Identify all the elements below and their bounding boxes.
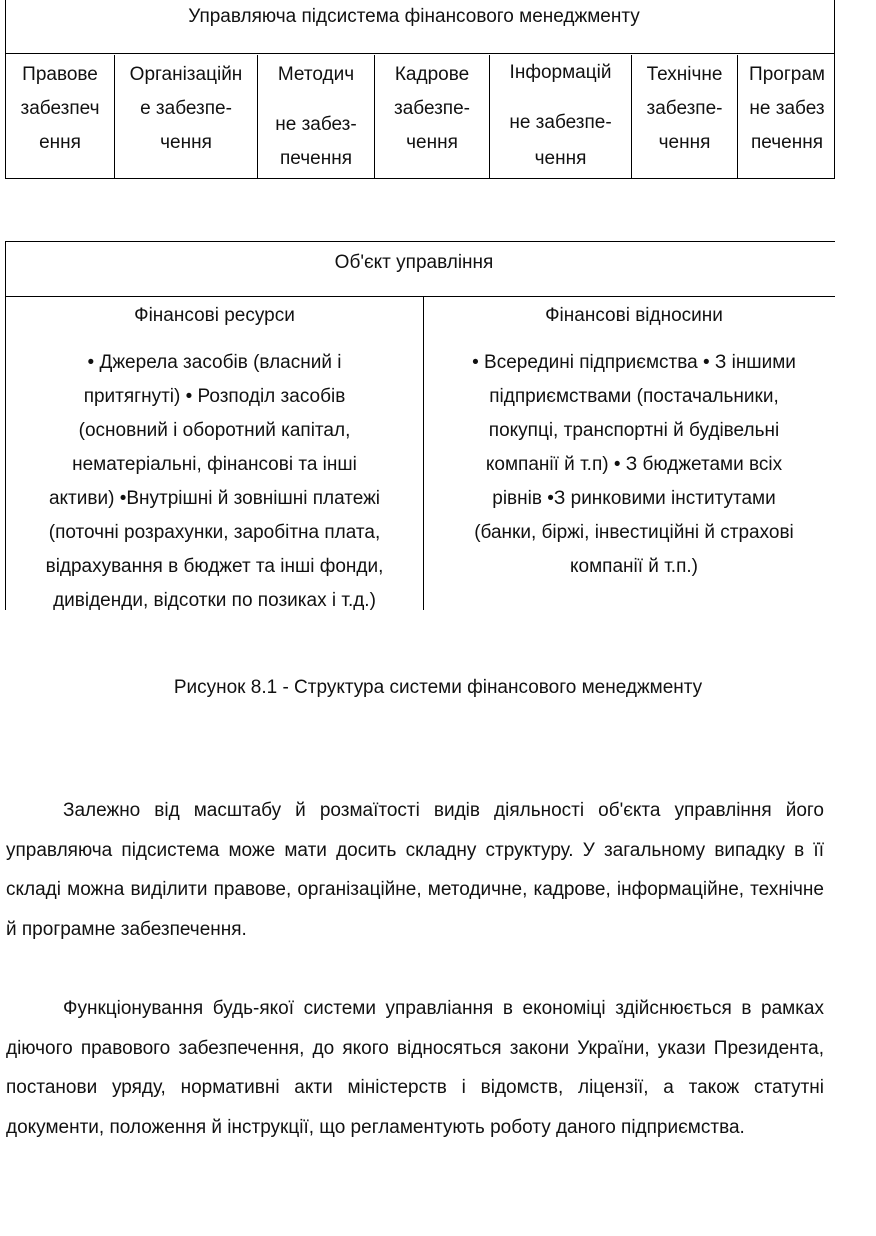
financial-resources-title: Фінансові ресурси <box>134 305 295 326</box>
column-software-line-1: Програм <box>749 64 825 85</box>
financial-relations-line: підприємствами (постачальники, <box>489 386 779 407</box>
financial-relations-line: (банки, біржі, інвестиційні й страхові <box>474 522 794 543</box>
column-organizational-line-3: чення <box>160 132 212 153</box>
column-information-line-2: не забезпе- <box>509 112 612 133</box>
subsystem-divider <box>6 53 834 54</box>
column-legal-line-1: Правове <box>22 64 98 85</box>
column-technical-line-3: чення <box>658 132 711 153</box>
financial-relations-line: • Всередині підприємства • З іншими <box>472 352 796 373</box>
column-methodical-line-2: не забез- <box>275 114 357 135</box>
financial-resources-line: нематеріальні, фінансові та інші <box>72 454 357 475</box>
financial-relations-line: компанії й т.п) • З бюджетами всіх <box>485 454 783 475</box>
column-organizational-line-1: Організаційн <box>129 64 243 85</box>
financial-resources-line: активи) •Внутрішні й зовнішні платежі <box>48 488 381 509</box>
column-legal-line-2: забезпеч <box>20 98 100 119</box>
body-paragraph: Функціонування будь-якої системи управліання в економіці здійснюється в рамках діючого правового забезпечення, до якого відносяться закони України, укази Президента, постанови уряду, нормативні акти міністерств і відомств, ліцензії, а також статутні документи, положення й інструкції, що регламентують роботу даного підприємства. <box>6 998 824 1138</box>
financial-resources-line: (основний і оборотний капітал, <box>78 420 351 441</box>
column-personnel-line-1: Кадрове <box>394 64 470 85</box>
column-methodical-line-3: печення <box>280 148 352 169</box>
object-divider <box>6 296 835 297</box>
column-legal-line-3: ення <box>39 132 81 153</box>
column-methodical-line-1: Методич <box>277 64 355 85</box>
object-title: Об'єкт управління <box>334 252 494 273</box>
column-personnel-line-3: чення <box>406 132 458 153</box>
financial-relations-line: рівнів •З ринковими інститутами <box>492 488 776 509</box>
financial-resources-line: (поточні розрахунки, заробітна плата, <box>48 522 381 543</box>
column-legal-support <box>6 55 115 178</box>
column-technical-line-1: Технічне <box>646 64 723 85</box>
financial-resources-line: дивіденди, відсотки по позиках і т.д.) <box>53 590 376 611</box>
column-information-line-3: чення <box>534 148 587 169</box>
column-organizational-line-2: е забезпе- <box>140 98 232 119</box>
subsystem-title: Управляюча підсистема фінансового менеджменту <box>188 6 640 27</box>
column-methodical-support <box>258 55 375 178</box>
financial-resources-line: • Джерела засобів (власний і <box>87 352 342 373</box>
management-object-box <box>5 241 835 610</box>
column-software-line-3: печення <box>751 132 823 153</box>
column-software-line-2: не забез <box>749 98 825 119</box>
financial-relations-line: компанії й т.п.) <box>570 556 698 577</box>
column-personnel-line-2: забезпе- <box>394 98 470 119</box>
column-information-support <box>490 55 632 178</box>
column-information-line-1: Інформацій <box>509 62 612 83</box>
financial-relations-list <box>424 346 844 584</box>
financial-resources-line: притягнуті) • Розподіл засобів <box>83 386 346 407</box>
management-subsystem-box <box>5 0 835 179</box>
column-personnel-support <box>375 55 490 178</box>
column-technical-support <box>632 55 738 178</box>
financial-resources-list <box>6 346 423 618</box>
financial-relations-line: покупці, транспортні й будівельні <box>488 420 780 441</box>
figure-caption: Рисунок 8.1 - Структура системи фінансового менеджменту <box>173 677 703 698</box>
column-technical-line-2: забезпе- <box>646 98 723 119</box>
column-organizational-support <box>115 55 258 178</box>
financial-resources-line: відрахування в бюджет та інші фонди, <box>45 556 384 577</box>
column-software-support <box>738 55 836 178</box>
financial-relations-title: Фінансові відносини <box>545 305 723 326</box>
body-paragraph: Залежно від масштабу й розмаїтості видів діяльності об'єкта управління його управляюча підсистема може мати досить складну структуру. У загальному випадку в її складі можна виділити правове, організаційне, методичне, кадрове, інформаційне, технічне й програмне забезпечення. <box>6 800 824 940</box>
